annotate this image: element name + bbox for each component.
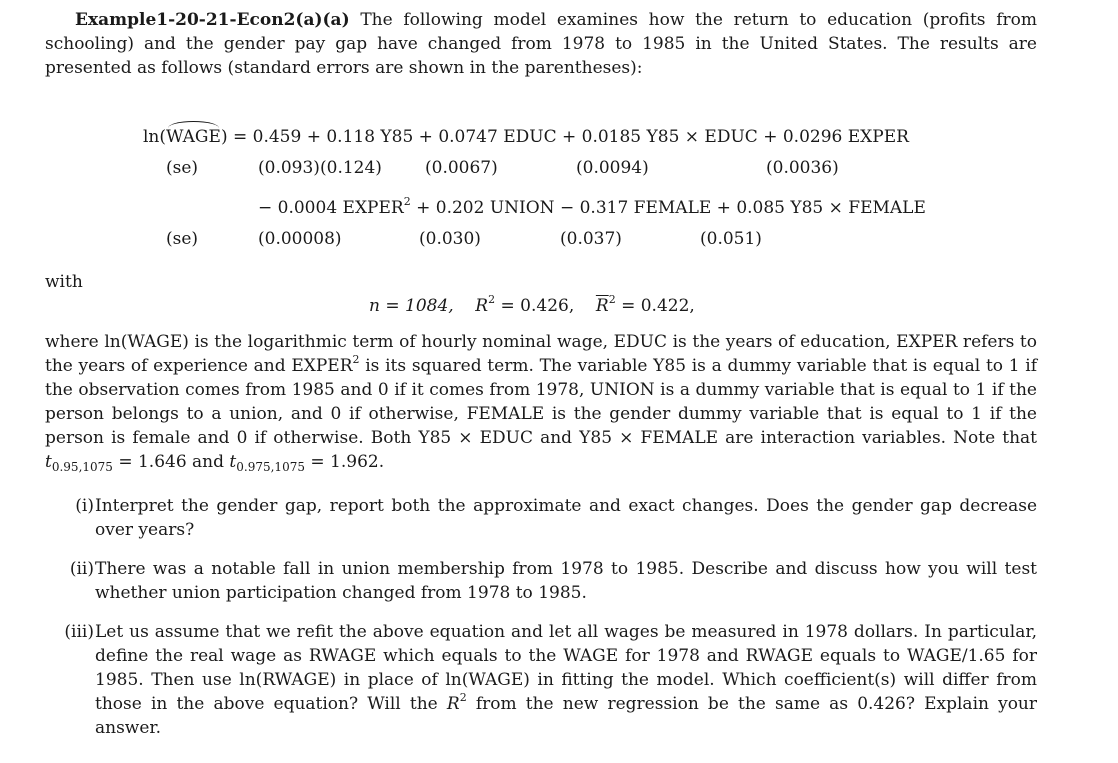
question-number: (iii) [64, 622, 94, 642]
question-text: Interpret the gender gap, report both the approximate and exact changes. Does the gender gap decrease over years? [95, 496, 1037, 540]
description-paragraph: where ln(WAGE) is the logarithmic term of hourly nominal wage, EDUC is the years of education, EXPER refers to the years of experience and EXPER$^2$ is its squared term. The variable Y85 is a dummy variable that is equal to 1 if the observation comes from 1985 and 0 if it comes from 1978, UNION is a dummy variable that is equal to 1 if the person belongs to a union, and 0 if otherwise, FEMALE is the gender dummy variable that is equal to 1 if the person is female and 0 if otherwise. Both Y85 × EDUC and Y85 × FEMALE are interaction variables. Note that $t_{0.95,1075} = 1.646$ and $t_{0.975,1075} = 1.962$. [45, 332, 1038, 474]
stat-r2bar: = 0.422, [621, 296, 695, 316]
se-value: (0.0067) [425, 158, 498, 178]
question-number: (ii) [69, 559, 94, 579]
stat-n: n = 1084, [369, 296, 454, 316]
se-value: (0.124) [320, 158, 382, 178]
se-value: (0.051) [700, 229, 762, 249]
equation-rhs-1: = 0.459 + 0.118 Y85 + 0.0747 EDUC + 0.0185 Y85 × EDUC + 0.0296 EXPER [232, 127, 909, 147]
se-value: (0.037) [560, 229, 622, 249]
se-value: (0.00008) [258, 229, 342, 249]
intro-text: The following model examines how the return to education (profits from schooling) and the gender pay gap have changed from 1978 to 1985 in the United States. The results are presented as follows (standard errors are shown in the parentheses): [45, 10, 1037, 78]
equation-lhs: ln(WAGE) [143, 127, 228, 147]
se-value: (0.0036) [766, 158, 839, 178]
equation-line-1 [143, 125, 909, 149]
question-text: Let us assume that we refit the above equation and let all wages be measured in 1978 dollars. In particular, define the real wage as RWAGE which equals to the WAGE for 1978 and RWAGE equals to WAGE/1.65 for 1985. Then use ln(RWAGE) in place of ln(WAGE) in fitting the model. Which coefficient(s) will differ from those in the above equation? Will the $R^2$ from the new regression be the same as 0.426? Explain your answer. [95, 622, 1038, 738]
with-label: with [45, 272, 83, 292]
equation-rhs-2b: + 0.202 UNION − 0.317 FEMALE + 0.085 Y85 × FEMALE [416, 198, 926, 218]
intro-paragraph: Example1-20-21-Econ2(a)(a) The following model examines how the return to education (profits from schooling) and the gender pay gap have changed from 1978 to 1985 in the United States. The results are presented as follows (standard errors are shown in the parentheses): [45, 10, 1037, 78]
se-value: (0.030) [419, 229, 481, 249]
stats-line: n = 1084, $R^2 = 0.426$, $\overline{R}^2 = 0.422$, [369, 293, 695, 316]
se-value: (0.093) [258, 158, 320, 178]
se-label-1: (se) [166, 158, 199, 178]
question-text: There was a notable fall in union membership from 1978 to 1985. Describe and discuss how you will test whether union participation changed from 1978 to 1985. [95, 559, 1037, 603]
equation-rhs-2a: − 0.0004 EXPER [258, 198, 404, 218]
se-value: (0.0094) [576, 158, 649, 178]
se-label-2: (se) [166, 229, 199, 249]
example-title: Example1-20-21-Econ2(a) [75, 10, 323, 30]
question-number: (i) [75, 496, 94, 516]
equation-line-2: − 0.0004 EXPER$^2$ + 0.202 UNION − 0.317 FEMALE + 0.085 Y85 × FEMALE [258, 195, 926, 218]
stat-r2: = 0.426, [500, 296, 575, 316]
